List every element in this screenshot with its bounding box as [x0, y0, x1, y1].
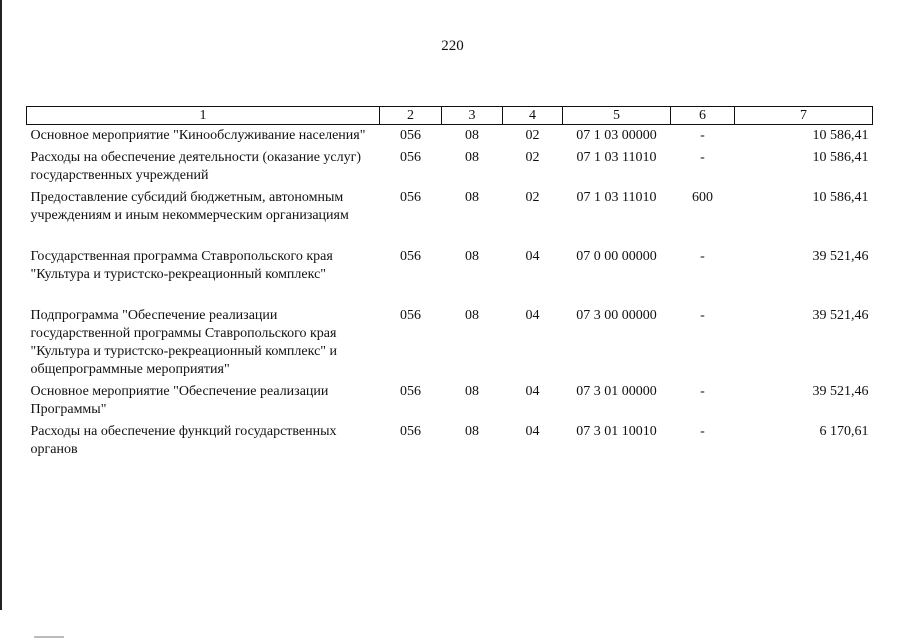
row-cell-3: 08 [465, 128, 479, 143]
row-cell-2: 056 [400, 249, 421, 264]
row-cell-3: 08 [465, 308, 479, 323]
page-number: 220 [441, 38, 464, 54]
row-amount-cell: 10 586,41 [812, 128, 869, 143]
table-header-row [27, 107, 873, 125]
row-cell-4: 04 [525, 384, 540, 399]
row-amount-cell: 10 586,41 [812, 150, 869, 165]
row-cell-2: 056 [400, 308, 421, 323]
table-row [27, 125, 873, 148]
page-left-border [0, 0, 2, 610]
row-cell-5: 07 1 03 11010 [576, 190, 657, 205]
row-cell-6: 600 [692, 190, 713, 205]
row-name-cell: Расходы на обеспечение деятельности (оказание услуг) государственных учреждений [30, 150, 362, 183]
row-name-cell: Подпрограмма "Обеспечение реализации государственной программы Ставропольского края "Культура и туристско-рекреационный комплекс" и общепрограммные мероприятия" [30, 308, 337, 377]
table-row [27, 381, 873, 421]
row-cell-2: 056 [400, 424, 421, 439]
row-cell-5: 07 0 00 00000 [576, 249, 657, 264]
table-row [27, 421, 873, 461]
row-amount-cell: 6 170,61 [819, 424, 869, 439]
row-cell-4: 02 [525, 150, 540, 165]
row-cell-6: - [700, 384, 705, 399]
column-header-3: 3 [442, 107, 503, 125]
scan-artifact [34, 636, 64, 638]
row-cell-4: 04 [525, 424, 540, 439]
row-cell-2: 056 [400, 128, 421, 143]
row-cell-5: 07 1 03 11010 [576, 150, 657, 165]
column-header-1: 1 [27, 107, 380, 125]
row-amount-cell: 39 521,46 [812, 249, 869, 264]
row-name-cell: Предоставление субсидий бюджетным, автономным учреждениям и иным некоммерческим организациям [30, 190, 349, 223]
column-header-5: 5 [563, 107, 671, 125]
row-cell-2: 056 [400, 190, 421, 205]
row-cell-5: 07 1 03 00000 [576, 128, 657, 143]
table-row [27, 147, 873, 187]
row-cell-5: 07 3 00 00000 [576, 308, 657, 323]
row-cell-4: 04 [525, 249, 540, 264]
row-name-cell: Государственная программа Ставропольского края "Культура и туристско-рекреационный комплекс" [30, 249, 333, 282]
row-cell-6: - [700, 249, 705, 264]
row-cell-6: - [700, 424, 705, 439]
row-cell-4: 02 [525, 128, 540, 143]
row-cell-5: 07 3 01 10010 [576, 424, 657, 439]
row-cell-3: 08 [465, 150, 479, 165]
column-header-4: 4 [503, 107, 563, 125]
row-name-cell: Основное мероприятие "Обеспечение реализации Программы" [30, 384, 329, 417]
table-row [27, 187, 873, 246]
row-cell-2: 056 [400, 384, 421, 399]
column-header-6: 6 [671, 107, 735, 125]
row-cell-3: 08 [465, 249, 479, 264]
row-cell-6: - [700, 128, 705, 143]
row-amount-cell: 10 586,41 [812, 190, 869, 205]
table-row [27, 246, 873, 305]
row-amount-cell: 39 521,46 [812, 384, 869, 399]
row-cell-4: 02 [525, 190, 540, 205]
row-cell-6: - [700, 150, 705, 165]
row-name-cell: Расходы на обеспечение функций государственных органов [30, 424, 337, 457]
row-name-cell: Основное мероприятие "Кинообслуживание населения" [30, 128, 366, 143]
budget-table [26, 106, 873, 461]
row-cell-6: - [700, 308, 705, 323]
row-cell-2: 056 [400, 150, 421, 165]
row-cell-5: 07 3 01 00000 [576, 384, 657, 399]
column-header-2: 2 [380, 107, 442, 125]
table-row [27, 305, 873, 381]
row-cell-3: 08 [465, 424, 479, 439]
row-amount-cell: 39 521,46 [812, 308, 869, 323]
row-cell-3: 08 [465, 190, 479, 205]
row-cell-3: 08 [465, 384, 479, 399]
row-cell-4: 04 [525, 308, 540, 323]
column-header-7: 7 [735, 107, 873, 125]
